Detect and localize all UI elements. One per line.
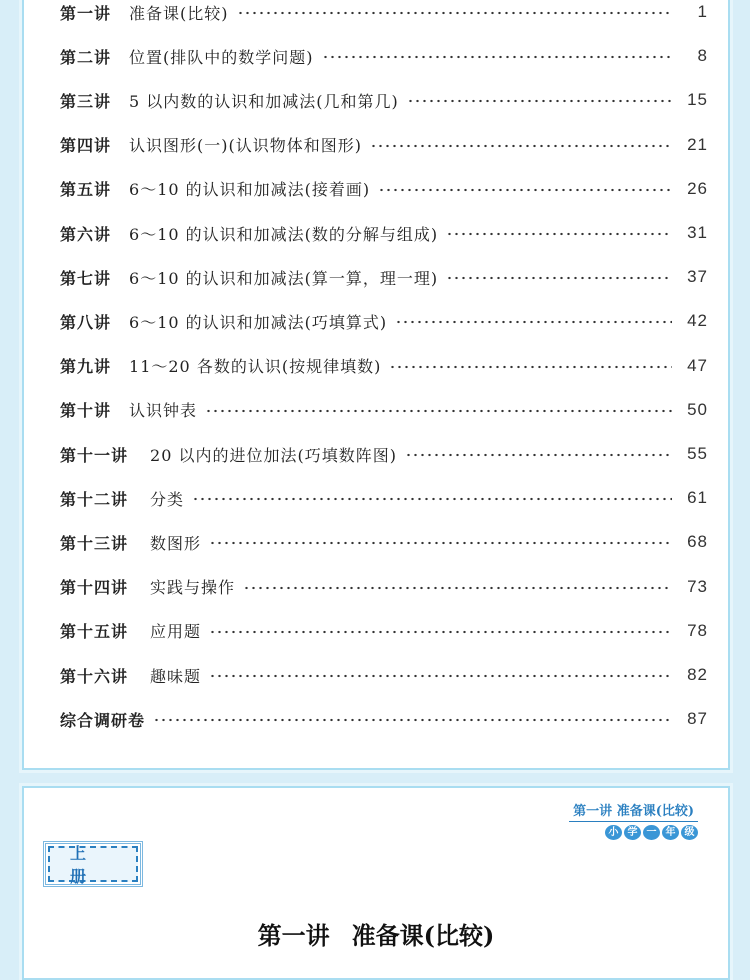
toc-dot-leader xyxy=(209,674,672,678)
toc-dot-leader xyxy=(243,586,672,590)
toc-page-number: 47 xyxy=(687,355,708,375)
toc-row xyxy=(60,85,708,115)
toc-page-number: 55 xyxy=(687,444,708,463)
toc-lesson-number: 第七讲 xyxy=(60,268,112,288)
toc-lesson-number: 第九讲 xyxy=(60,357,112,377)
toc-lesson-number: 第十五讲 xyxy=(60,622,129,642)
toc-row xyxy=(60,704,708,734)
toc-lesson-title: 趣味题 xyxy=(150,666,202,686)
toc-row xyxy=(60,351,708,381)
volume-badge: 上册 xyxy=(48,846,138,882)
toc-lesson-title: 11～20 各数的认识(按规律填数) xyxy=(129,357,382,377)
toc-dot-leader xyxy=(322,55,672,59)
toc-dot-leader xyxy=(378,188,672,192)
chapter-page xyxy=(22,786,730,980)
toc-page-number: 42 xyxy=(687,311,708,331)
toc-row xyxy=(60,306,708,336)
toc-lesson-title: 20 以内的进位加法(巧填数阵图) xyxy=(150,445,397,465)
toc-page xyxy=(22,0,730,770)
toc-page-number: 15 xyxy=(687,90,708,110)
toc-lesson-title: 位置(排队中的数学问题) xyxy=(129,47,314,67)
toc-lesson-title: 6～10 的认识和加减法(数的分解与组成) xyxy=(129,224,439,244)
toc-dot-leader xyxy=(407,99,672,103)
toc-dot-leader xyxy=(446,232,672,236)
toc-row xyxy=(60,572,708,602)
toc-dot-leader xyxy=(405,453,672,457)
grade-tag-char: 小 xyxy=(605,825,622,840)
chapter-title: 准备课(比较) xyxy=(351,921,495,950)
toc-lesson-title: 5 以内数的认识和加减法(几和第几) xyxy=(129,91,399,111)
toc-lesson-number: 第十六讲 xyxy=(60,666,129,686)
toc-row xyxy=(60,174,708,204)
toc-lesson-number: 第十一讲 xyxy=(60,445,129,465)
toc-page-number: 73 xyxy=(687,576,708,596)
toc-dot-leader xyxy=(237,11,672,15)
toc-lesson-title: 分类 xyxy=(150,489,185,509)
grade-tag-char: 级 xyxy=(681,825,698,840)
toc-dot-leader xyxy=(389,365,672,369)
toc-dot-leader xyxy=(395,320,672,324)
toc-row xyxy=(60,616,708,646)
toc-row xyxy=(60,439,708,469)
running-head-text: 第一讲 准备课(比较) xyxy=(569,800,698,822)
toc-lesson-number: 第二讲 xyxy=(60,47,112,67)
grade-tag-char: 年 xyxy=(662,825,679,840)
toc-dot-leader xyxy=(446,276,672,280)
toc-lesson-number: 第十讲 xyxy=(60,401,112,421)
toc-lesson-number: 第六讲 xyxy=(60,224,112,244)
toc-page-number: 1 xyxy=(697,2,708,21)
toc-page-number: 50 xyxy=(687,399,708,419)
toc-dot-leader xyxy=(192,497,672,501)
toc-row xyxy=(60,395,708,425)
running-head xyxy=(569,800,698,840)
toc-row xyxy=(60,0,708,27)
toc-row xyxy=(60,483,708,513)
toc-row xyxy=(60,130,708,160)
toc-lesson-title: 应用题 xyxy=(150,622,202,642)
grade-tag-char: 学 xyxy=(624,825,641,840)
toc-lesson-number: 第十二讲 xyxy=(60,489,129,509)
toc-lesson-title: 数图形 xyxy=(150,533,202,553)
toc-lesson-title: 准备课(比较) xyxy=(129,3,229,23)
toc-lesson-title: 6～10 的认识和加减法(巧填算式) xyxy=(129,312,388,332)
toc-lesson-title: 实践与操作 xyxy=(150,578,236,598)
toc-lesson-number: 第五讲 xyxy=(60,180,112,200)
grade-tag xyxy=(569,825,698,840)
toc-page-number: 78 xyxy=(687,620,708,640)
toc-page-number: 37 xyxy=(687,267,708,287)
toc-dot-leader xyxy=(209,630,672,634)
toc-page-number: 61 xyxy=(687,488,708,508)
toc-page-number: 21 xyxy=(687,134,708,154)
toc-lesson-title: 认识图形(一)(认识物体和图形) xyxy=(129,136,362,156)
chapter-number: 第一讲 xyxy=(257,921,330,950)
toc-page-number: 68 xyxy=(687,532,708,552)
toc-lesson-title: 6～10 的认识和加减法(接着画) xyxy=(129,180,371,200)
toc-row xyxy=(60,41,708,71)
toc-row xyxy=(60,660,708,690)
toc-row xyxy=(60,262,708,292)
toc-lesson-number: 第八讲 xyxy=(60,312,112,332)
toc-row xyxy=(60,527,708,557)
toc-lesson-number: 第一讲 xyxy=(60,3,112,23)
chapter-heading xyxy=(24,916,728,951)
toc-lesson-title: 6～10 的认识和加减法(算一算，理一理) xyxy=(129,268,439,288)
toc-lesson-title: 认识钟表 xyxy=(129,401,198,421)
toc-dot-leader xyxy=(153,718,672,722)
toc-page-number: 26 xyxy=(687,178,708,198)
toc-page-number: 31 xyxy=(687,223,708,242)
toc-lesson-number: 第三讲 xyxy=(60,91,112,111)
toc-row xyxy=(60,218,708,248)
toc-lesson-number: 综合调研卷 xyxy=(60,710,146,730)
toc-lesson-number: 第十三讲 xyxy=(60,533,129,553)
toc-dot-leader xyxy=(205,409,672,413)
grade-tag-char: 一 xyxy=(643,825,660,840)
toc-page-number: 8 xyxy=(697,46,708,66)
toc-dot-leader xyxy=(370,144,672,148)
toc-page-number: 82 xyxy=(687,665,708,684)
toc-page-number: 87 xyxy=(687,709,708,729)
toc-dot-leader xyxy=(209,541,672,545)
toc-lesson-number: 第四讲 xyxy=(60,136,112,156)
toc-lesson-number: 第十四讲 xyxy=(60,578,129,598)
